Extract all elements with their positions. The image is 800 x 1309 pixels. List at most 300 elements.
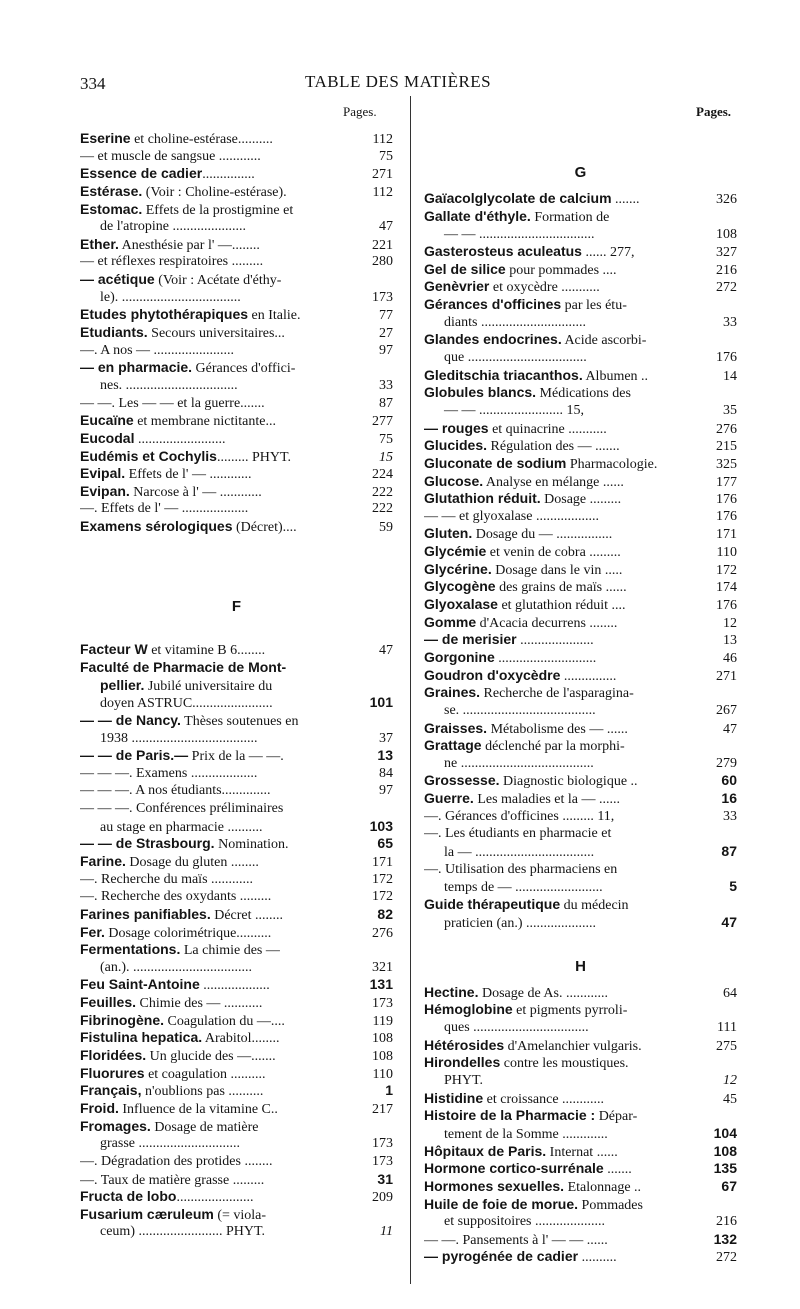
section-letter: F bbox=[231, 597, 242, 615]
entry-text: Dosage du gluten ........ bbox=[125, 854, 259, 870]
entry-text: (= viola- bbox=[213, 1207, 267, 1223]
entry-headword: Fructa de lobo bbox=[80, 1188, 177, 1205]
index-entry-continuation bbox=[80, 677, 393, 695]
entry-text: et membrane nictitante... bbox=[133, 414, 276, 430]
spacer bbox=[424, 120, 737, 138]
entry-text: ...................... bbox=[176, 1190, 254, 1206]
index-entry-continuation bbox=[424, 1072, 737, 1090]
entry-text: —. Les étudiants en pharmacie et bbox=[424, 826, 612, 842]
page-ref: 101 bbox=[369, 694, 393, 711]
index-entry bbox=[424, 578, 737, 596]
index-entry-continuation bbox=[424, 1125, 737, 1143]
entry-headword: Fer. bbox=[80, 923, 105, 940]
page-ref: 47 bbox=[721, 913, 737, 930]
entry-text: Régulation des — ....... bbox=[487, 439, 620, 455]
page-ref: 45 bbox=[723, 1091, 737, 1107]
page-ref: 272 bbox=[716, 1250, 737, 1266]
page-ref: 103 bbox=[369, 817, 393, 834]
page-ref: 37 bbox=[379, 730, 393, 746]
index-entry bbox=[424, 790, 737, 808]
page-ref: 111 bbox=[717, 1020, 737, 1036]
entry-headword: Feu Saint-Antoine bbox=[80, 976, 200, 993]
page-ref: 172 bbox=[372, 889, 393, 905]
page-ref: 326 bbox=[716, 192, 737, 208]
index-entry bbox=[424, 561, 737, 579]
index-entry-continuation bbox=[80, 1223, 393, 1241]
index-entry bbox=[424, 614, 737, 632]
pages-label-right: Pages. bbox=[696, 104, 732, 119]
page-ref: 33 bbox=[723, 808, 737, 824]
index-entry bbox=[80, 324, 393, 342]
entry-headword: — acétique bbox=[80, 271, 155, 288]
index-entry bbox=[424, 1178, 737, 1196]
index-entry-continuation bbox=[424, 1213, 737, 1231]
spacer bbox=[80, 571, 393, 589]
index-entry bbox=[424, 1231, 737, 1249]
page-ref: 67 bbox=[721, 1177, 737, 1194]
entry-text: et coagulation .......... bbox=[144, 1066, 266, 1082]
entry-headword: Etudiants. bbox=[80, 324, 148, 341]
spacer bbox=[80, 536, 393, 554]
page-ref: 209 bbox=[372, 1190, 393, 1206]
index-entry-continuation bbox=[80, 818, 393, 836]
page-ref: 108 bbox=[716, 226, 737, 242]
index-entry bbox=[80, 342, 393, 360]
index-column-right bbox=[424, 120, 737, 1266]
page-ref: 171 bbox=[716, 527, 737, 543]
entry-text: et oxycèdre ........... bbox=[489, 280, 600, 296]
page-ref: 84 bbox=[379, 765, 393, 781]
page-ref: 87 bbox=[379, 395, 393, 411]
entry-text: d'Acacia decurrens ........ bbox=[476, 615, 618, 631]
index-entry bbox=[80, 253, 393, 271]
entry-headword: Eudémis et Cochylis bbox=[80, 447, 217, 464]
page-ref: 59 bbox=[379, 520, 393, 536]
index-entry bbox=[424, 984, 737, 1002]
entry-text: du médecin bbox=[560, 897, 629, 913]
entry-text: diants .............................. bbox=[444, 314, 586, 330]
entry-headword: Eucaïne bbox=[80, 412, 134, 429]
entry-headword: Estérase. bbox=[80, 182, 143, 199]
index-column-left bbox=[80, 130, 393, 1241]
index-entry bbox=[80, 465, 393, 483]
entry-headword: — — de Nancy. bbox=[80, 711, 181, 728]
entry-headword: — de merisier bbox=[424, 631, 517, 648]
entry-text: par les étu- bbox=[561, 298, 627, 314]
page-ref: 280 bbox=[372, 254, 393, 270]
entry-text: (Décret).... bbox=[232, 520, 297, 536]
entry-text: Narcose à l' — ............ bbox=[129, 484, 262, 500]
page-ref: 108 bbox=[372, 1049, 393, 1065]
page-ref: 173 bbox=[372, 1136, 393, 1152]
entry-headword: Fistulina hepatica. bbox=[80, 1029, 203, 1046]
index-entry bbox=[80, 395, 393, 413]
entry-text: Diagnostic biologique .. bbox=[499, 774, 638, 790]
page-ref: 176 bbox=[716, 508, 737, 524]
entry-headword: — — de Strasbourg. bbox=[80, 835, 215, 852]
entry-text: —. Gérances d'officines ......... 11, bbox=[424, 808, 615, 824]
entry-text: —. Taux de matière grasse ......... bbox=[80, 1172, 265, 1188]
index-entry bbox=[80, 747, 393, 765]
entry-headword: Ether. bbox=[80, 235, 119, 252]
index-entry bbox=[424, 1090, 737, 1108]
entry-text: au stage en pharmacie .......... bbox=[100, 819, 263, 835]
entry-text: doyen ASTRUC....................... bbox=[100, 696, 273, 712]
index-entry bbox=[424, 490, 737, 508]
entry-text: Dosage dans le vin ..... bbox=[491, 562, 623, 578]
page-ref: 174 bbox=[716, 580, 737, 596]
entry-headword: Fromages. bbox=[80, 1117, 151, 1134]
page-ref: 15 bbox=[379, 449, 393, 465]
entry-headword: Guide thérapeutique bbox=[424, 895, 561, 912]
page-ref: 64 bbox=[723, 985, 737, 1001]
entry-headword: Gleditschia triacanthos. bbox=[424, 366, 583, 383]
entry-text: la — .................................. bbox=[444, 844, 595, 860]
entry-text: Etalonnage .. bbox=[564, 1179, 642, 1195]
entry-headword: Hôpitaux de Paris. bbox=[424, 1142, 547, 1159]
entry-headword: Glycérine. bbox=[424, 560, 492, 577]
entry-text: — — —. Conférences préliminaires bbox=[80, 801, 284, 817]
entry-headword: Glycogène bbox=[424, 578, 496, 595]
entry-text: — — ................................. bbox=[444, 226, 595, 242]
entry-text: Dosage colorimétrique.......... bbox=[104, 925, 272, 941]
page-ref: 172 bbox=[372, 871, 393, 887]
index-entry bbox=[424, 525, 737, 543]
page-ref: 13 bbox=[377, 747, 393, 764]
entry-text: en Italie. bbox=[248, 308, 301, 324]
entry-text: Pharmacologie. bbox=[566, 456, 658, 472]
index-entry-continuation bbox=[424, 843, 737, 861]
index-entry bbox=[424, 667, 737, 685]
entry-text: Arabitol........ bbox=[202, 1031, 280, 1047]
entry-headword: Gallate d'éthyle. bbox=[424, 207, 531, 224]
index-entry bbox=[80, 712, 393, 730]
page-number: 334 bbox=[80, 74, 106, 93]
entry-headword: Gasterosteus aculeatus bbox=[424, 243, 582, 260]
page-ref: 97 bbox=[379, 342, 393, 358]
entry-headword: Eucodal bbox=[80, 429, 135, 446]
index-entry-continuation bbox=[424, 402, 737, 420]
index-entry bbox=[424, 278, 737, 296]
page-ref: 119 bbox=[372, 1013, 393, 1029]
entry-text: que .................................. bbox=[444, 350, 587, 366]
page-ref: 104 bbox=[713, 1124, 737, 1141]
page-ref: 97 bbox=[379, 783, 393, 799]
entry-text: ......... PHYT. bbox=[216, 449, 291, 465]
entry-headword: Grossesse. bbox=[424, 772, 500, 789]
entry-text: ............... bbox=[560, 668, 617, 684]
index-entry bbox=[80, 148, 393, 166]
page-ref: 173 bbox=[372, 1153, 393, 1169]
page-ref: 35 bbox=[723, 402, 737, 418]
page-ref: 271 bbox=[716, 668, 737, 684]
index-entry bbox=[80, 1100, 393, 1118]
entry-headword: Estomac. bbox=[80, 200, 143, 217]
index-entry bbox=[80, 412, 393, 430]
entry-text: (Voir : Choline-estérase). bbox=[142, 184, 287, 200]
entry-text: Albumen .. bbox=[582, 368, 649, 384]
index-entry bbox=[424, 1037, 737, 1055]
page-ref: 216 bbox=[716, 262, 737, 278]
entry-text: Les maladies et la — ...... bbox=[473, 792, 620, 808]
index-entry bbox=[80, 165, 393, 183]
page-ref: 271 bbox=[372, 167, 393, 183]
entry-text: d'Amelanchier vulgaris. bbox=[504, 1038, 642, 1054]
page-ref: 215 bbox=[716, 439, 737, 455]
entry-headword: Gorgonine bbox=[424, 648, 495, 665]
page-ref: 75 bbox=[379, 431, 393, 447]
entry-text: le). .................................. bbox=[100, 289, 241, 305]
page-ref: 325 bbox=[716, 456, 737, 472]
entry-text: Médications des bbox=[536, 386, 631, 402]
page-ref: 177 bbox=[716, 474, 737, 490]
entry-text: et quinacrine ........... bbox=[488, 421, 607, 437]
entry-text: et glutathion réduit .... bbox=[497, 598, 626, 614]
entry-text: se. ...................................... bbox=[444, 702, 596, 718]
index-entry bbox=[424, 649, 737, 667]
index-entry bbox=[80, 236, 393, 254]
entry-text: déclenché par la morphi- bbox=[481, 739, 625, 755]
index-entry bbox=[424, 1196, 737, 1214]
entry-text: et suppositoires .................... bbox=[444, 1214, 605, 1230]
entry-headword: Fermentations. bbox=[80, 941, 181, 958]
spacer bbox=[424, 138, 737, 156]
entry-text: 1938 .................................... bbox=[100, 730, 258, 746]
index-entry bbox=[80, 271, 393, 289]
index-entry-continuation bbox=[80, 730, 393, 748]
entry-headword: Glyoxalase bbox=[424, 596, 498, 613]
page-ref: 82 bbox=[377, 905, 393, 922]
index-entry bbox=[424, 261, 737, 279]
page-ref: 47 bbox=[723, 721, 737, 737]
index-entry bbox=[80, 1188, 393, 1206]
index-entry bbox=[80, 782, 393, 800]
entry-headword: Genèvrier bbox=[424, 278, 490, 295]
entry-text: ques ................................. bbox=[444, 1020, 589, 1036]
entry-headword: Fusarium cæruleum bbox=[80, 1205, 214, 1222]
index-entry bbox=[80, 1082, 393, 1100]
entry-text: Dépar- bbox=[595, 1109, 638, 1125]
page-ref: 221 bbox=[372, 237, 393, 253]
index-entry bbox=[80, 1153, 393, 1171]
index-entry bbox=[424, 367, 737, 385]
column-divider bbox=[410, 96, 411, 1284]
entry-headword: Examens sérologiques bbox=[80, 518, 233, 535]
index-entry bbox=[424, 190, 737, 208]
page-ref: 60 bbox=[721, 772, 737, 789]
index-entry bbox=[424, 437, 737, 455]
entry-headword: Graines. bbox=[424, 684, 481, 701]
page-ref: 65 bbox=[377, 835, 393, 852]
entry-headword: Farines panifiables. bbox=[80, 905, 211, 922]
page-ref: 14 bbox=[723, 368, 737, 384]
index-entry bbox=[80, 835, 393, 853]
index-entry bbox=[80, 183, 393, 201]
entry-headword: Fibrinogène. bbox=[80, 1011, 164, 1028]
entry-text: — —. Pansements à l' — — ...... bbox=[424, 1232, 608, 1248]
index-entry bbox=[424, 825, 737, 843]
running-title: TABLE DES MATIÈRES bbox=[305, 72, 492, 91]
entry-headword: Histidine bbox=[424, 1089, 484, 1106]
index-entry bbox=[80, 1118, 393, 1136]
entry-headword: Gluconate de sodium bbox=[424, 454, 567, 471]
index-entry bbox=[424, 1001, 737, 1019]
entry-headword: — en pharmacie. bbox=[80, 359, 193, 376]
entry-text: Anesthésie par l' —........ bbox=[118, 237, 260, 253]
index-entry bbox=[424, 808, 737, 826]
index-entry bbox=[80, 853, 393, 871]
entry-text: ceum) ........................ PHYT. bbox=[100, 1224, 265, 1240]
index-entry bbox=[424, 1143, 737, 1161]
entry-text: ....... bbox=[603, 1162, 632, 1178]
index-entry bbox=[80, 1012, 393, 1030]
index-entry-continuation bbox=[424, 349, 737, 367]
index-entry bbox=[424, 296, 737, 314]
entry-text: Dosage de As. ............ bbox=[478, 985, 608, 1001]
entry-text: et croissance ............ bbox=[483, 1091, 605, 1107]
index-entry bbox=[80, 448, 393, 466]
page-ref: 108 bbox=[372, 1031, 393, 1047]
entry-headword: Français, bbox=[80, 1082, 142, 1099]
index-entry bbox=[80, 1206, 393, 1224]
page-ref: 11 bbox=[380, 1224, 393, 1240]
entry-text: Nomination. bbox=[214, 837, 289, 853]
page-ref: 321 bbox=[372, 959, 393, 975]
entry-headword: Globules blancs. bbox=[424, 384, 537, 401]
entry-headword: Gaïacolglycolate de calcium bbox=[424, 190, 612, 207]
index-entry-continuation bbox=[424, 314, 737, 332]
index-entry-continuation bbox=[80, 694, 393, 712]
index-entry bbox=[424, 420, 737, 438]
entry-text: — et muscle de sangsue ............ bbox=[80, 148, 261, 164]
page-ref: 108 bbox=[713, 1142, 737, 1159]
entry-text: .......... bbox=[578, 1250, 617, 1266]
entry-text: — —. Les — — et la guerre....... bbox=[80, 395, 265, 411]
entry-text: Gérances d'offici- bbox=[192, 361, 296, 377]
page-ref: 132 bbox=[713, 1230, 737, 1247]
page-ref: 47 bbox=[379, 219, 393, 235]
entry-text: Coagulation du —.... bbox=[164, 1013, 285, 1029]
page-ref: 12 bbox=[723, 1073, 737, 1089]
index-entry bbox=[424, 772, 737, 790]
entry-text: Un glucide des —....... bbox=[146, 1049, 276, 1065]
page-ref: 276 bbox=[716, 421, 737, 437]
entry-text: Secours universitaires... bbox=[147, 326, 285, 342]
entry-text: Effets de la prostigmine et bbox=[142, 202, 294, 218]
index-entry bbox=[80, 765, 393, 783]
index-entry bbox=[424, 1054, 737, 1072]
entry-headword: Faculté de Pharmacie de Mont- bbox=[80, 658, 287, 675]
index-entry bbox=[80, 906, 393, 924]
entry-text: ......................... bbox=[134, 431, 226, 447]
index-entry bbox=[80, 871, 393, 889]
index-entry bbox=[424, 543, 737, 561]
entry-headword: Hormones sexuelles. bbox=[424, 1177, 565, 1194]
spacer bbox=[80, 624, 393, 642]
entry-headword: — rouges bbox=[424, 419, 489, 436]
entry-text: —. Utilisation des pharmaciens en bbox=[424, 861, 618, 877]
index-entry bbox=[80, 430, 393, 448]
page-ref: 87 bbox=[721, 842, 737, 859]
page-ref: 172 bbox=[716, 562, 737, 578]
entry-headword: Graisses. bbox=[424, 719, 488, 736]
entry-text: Prix de la — —. bbox=[188, 749, 284, 765]
entry-text: — et réflexes respiratoires ......... bbox=[80, 254, 264, 270]
entry-text: (Voir : Acétate d'éthy- bbox=[154, 273, 282, 289]
entry-text: Internat ...... bbox=[546, 1144, 618, 1160]
entry-text: ................... bbox=[199, 978, 270, 994]
entry-text: —. A nos — ....................... bbox=[80, 342, 235, 358]
index-entry bbox=[80, 518, 393, 536]
entry-text: — — et glyoxalase .................. bbox=[424, 508, 599, 524]
entry-headword: Gérances d'officines bbox=[424, 296, 562, 313]
entry-headword: Glycémie bbox=[424, 543, 487, 560]
entry-headword: Histoire de la Pharmacie : bbox=[424, 1107, 596, 1124]
entry-headword: Hectine. bbox=[424, 983, 479, 1000]
page-ref: 272 bbox=[716, 280, 737, 296]
entry-text: Dosage de matière bbox=[150, 1119, 259, 1135]
index-entry bbox=[80, 130, 393, 148]
index-entry-continuation bbox=[424, 702, 737, 720]
index-entry bbox=[424, 473, 737, 491]
entry-text: Influence de la vitamine C.. bbox=[118, 1101, 278, 1117]
page-ref: 131 bbox=[369, 976, 393, 993]
entry-text: Jubilé universitaire du bbox=[144, 678, 273, 694]
section-letter: G bbox=[574, 164, 587, 182]
entry-text: Chimie des — ........... bbox=[136, 996, 263, 1012]
entry-text: Dosage du — ................ bbox=[472, 527, 613, 543]
entry-headword: Evipal. bbox=[80, 465, 126, 482]
index-entry bbox=[424, 896, 737, 914]
entry-text: ...... 277, bbox=[581, 245, 635, 261]
entry-text: pour pommades .... bbox=[505, 262, 617, 278]
index-entry bbox=[424, 861, 737, 879]
entry-headword: — — de Paris.— bbox=[80, 747, 189, 764]
index-entry bbox=[424, 331, 737, 349]
entry-text: nes. ................................ bbox=[100, 377, 238, 393]
entry-text: et choline-estérase.......... bbox=[130, 132, 273, 147]
entry-text: Métabolisme des — ...... bbox=[487, 721, 628, 737]
index-entry bbox=[80, 976, 393, 994]
entry-text: de l'atropine ..................... bbox=[100, 219, 246, 235]
index-entry bbox=[424, 596, 737, 614]
index-entry bbox=[80, 483, 393, 501]
page-ref: 267 bbox=[716, 702, 737, 718]
index-entry bbox=[80, 659, 393, 677]
index-entry bbox=[424, 1107, 737, 1125]
entry-text: La chimie des — bbox=[180, 943, 280, 959]
entry-text: Recherche de l'asparagina- bbox=[480, 686, 634, 702]
index-entry bbox=[80, 201, 393, 219]
index-entry bbox=[424, 508, 737, 526]
entry-text: tement de la Somme ............. bbox=[444, 1126, 608, 1142]
entry-headword: Hormone cortico-surrénale bbox=[424, 1160, 604, 1177]
entry-headword: Eserine bbox=[80, 130, 131, 146]
page-ref: 279 bbox=[716, 755, 737, 771]
page-ref: 173 bbox=[372, 996, 393, 1012]
entry-text: et venin de cobra ......... bbox=[486, 545, 621, 561]
entry-text: praticien (an.) .................... bbox=[444, 915, 597, 931]
page-ref: 173 bbox=[372, 289, 393, 305]
entry-text: ............................ bbox=[494, 650, 597, 666]
page-ref: 27 bbox=[379, 326, 393, 342]
entry-text: (an.). .................................. bbox=[100, 959, 253, 975]
spacer bbox=[424, 931, 737, 949]
page-ref: 12 bbox=[723, 615, 737, 631]
page-ref: 16 bbox=[721, 790, 737, 807]
entry-text: des grains de maïs ...... bbox=[495, 580, 627, 596]
page-ref: 77 bbox=[379, 308, 393, 324]
